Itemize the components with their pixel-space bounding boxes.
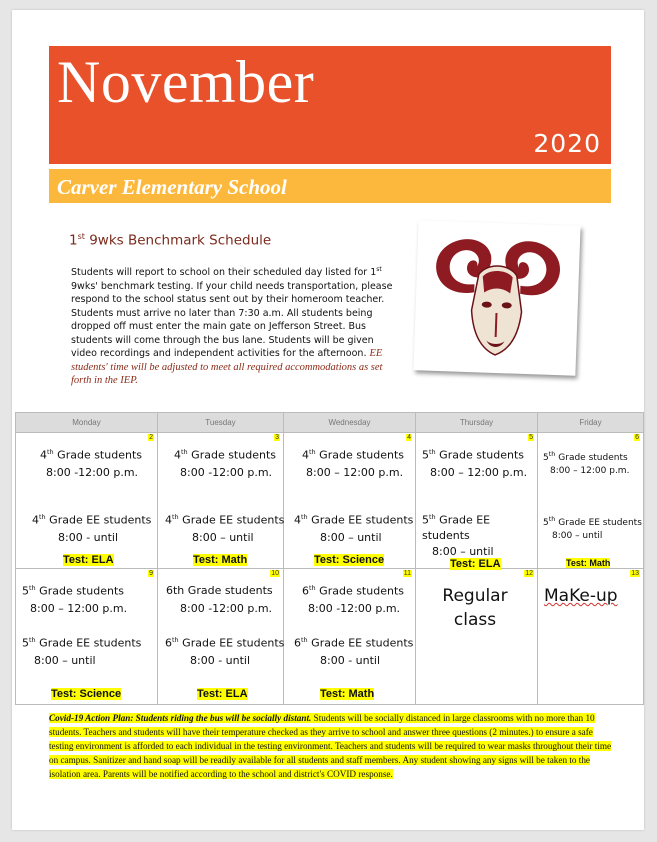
test-label: Test: Science [51,688,122,700]
calendar-day-cell [16,569,158,705]
ram-mascot-icon [413,220,580,376]
intro-italic-note: EE students' time will be adjusted to meet all required accommodations as set forth in the IEP. [71,348,383,387]
calendar-header-row [16,413,644,433]
school-name: Carver Elementary School [57,175,287,199]
month-banner [49,46,611,164]
heading-number: 1 [69,232,78,249]
time-line: 8:00 -12:00 p.m. [180,602,273,615]
time-line: 8:00 -12:00 p.m. [308,602,401,615]
grade-line: 4th Grade students [302,448,404,462]
day-header: Wednesday [284,413,416,433]
calendar-day-cell [416,433,538,569]
ee-time-line: 8:00 – until [34,654,96,667]
covid-lead: Covid-19 Action Plan: Students riding the bus will be socially distant. [49,713,312,723]
time-line: 8:00 -12:00 p.m. [180,466,273,479]
ee-time-line: 8:00 – until [192,531,254,544]
test-label: Test: ELA [197,688,248,700]
day-header: Thursday [416,413,538,433]
date-number: 13 [631,570,639,577]
covid-body: Students will be socially distanced in large classrooms with no more than 10 students. Teachers and students will have their temperature checked as they arrive to school and answer three questions (2 minutes.) to ensure a safe testing environment is afforded to each individual in the testing environment. Teachers and students will be required to wear masks throughout their time on campus. Sanitizer and hand soap will be readily available for all students and staff members. Any student showing any signs will be taken to the isolation area. Parents will be notified according to the school and district's COVID response. [49,713,612,779]
time-line: 8:00 – 12:00 p.m. [306,466,404,479]
time-line: 8:00 – 12:00 p.m. [550,466,630,476]
ram-mascot-image [413,220,580,376]
ee-grade-line: 5th Grade EE [422,513,491,527]
date-number: 6 [635,434,639,441]
test-label: Test: ELA [63,554,114,566]
calendar-day-cell [284,569,416,705]
ee-grade-line: 6th Grade EE students [165,636,285,650]
day-header: Tuesday [158,413,284,433]
intro-paragraph [71,263,393,388]
ee-time-line: 8:00 – until [552,531,603,541]
month-title: November [57,49,315,115]
date-number: 9 [149,570,153,577]
time-line: 8:00 – 12:00 p.m. [430,466,528,479]
date-number: 11 [403,570,411,577]
grade-line: 6th Grade students [166,584,273,597]
ee-grade-line-cont: students [422,529,470,542]
ee-time-line: 8:00 – until [320,531,382,544]
intro-number: 1 [370,267,377,279]
school-banner [49,169,611,203]
intro-text-a: Students will report to school on their scheduled day listed for [71,267,371,279]
test-label: Test: Math [193,554,248,566]
ee-time-line: 8:00 - until [190,654,251,667]
test-label: Test: Science [314,554,385,566]
heading-ordinal: st [77,232,85,241]
test-label: Test: ELA [450,558,501,570]
time-line: 8:00 -12:00 p.m. [46,466,139,479]
ee-time-line: 8:00 - until [320,654,381,667]
calendar-day-cell [538,569,644,705]
grade-line: 4th Grade students [40,448,142,462]
intro-text-b: 9wks' benchmark testing. If your child needs transportation, please respond to the school status sent out by their homeroom teacher. Students must arrive no later than 7:30 a.m. All students being dropped off must enter the main gate on Jefferson Street. Bus students will come through the bus lane. Students will be given video recordings and independent activities for the afternoon. [71,280,393,360]
ee-grade-line: 5th Grade EE students [22,636,142,650]
section-heading [69,232,271,249]
date-number: 4 [407,434,411,441]
date-number: 12 [525,570,533,577]
ee-grade-line: 5th Grade EE students [543,515,642,528]
ee-time-line: 8:00 - until [58,531,119,544]
calendar-day-cell [538,433,644,569]
calendar-week-row [16,569,644,705]
ee-grade-line: 4th Grade EE students [165,513,285,527]
regular-class-label: Regular class [442,586,508,630]
day-header: Friday [538,413,644,433]
makeup-label: MaKe-up [544,586,618,606]
test-label: Test: Math [566,558,611,568]
ee-grade-line: 6th Grade EE students [294,636,414,650]
calendar-day-cell [158,569,284,705]
grade-line: 5th Grade students [22,584,124,598]
benchmark-calendar [15,412,644,705]
grade-line: 4th Grade students [174,448,276,462]
grade-line: 5th Grade students [422,448,524,462]
year-label: 2020 [533,129,601,158]
grade-line: 6th Grade students [302,584,404,598]
covid-action-plan [49,711,615,781]
intro-ordinal: st [376,266,382,273]
time-line: 8:00 – 12:00 p.m. [30,602,128,615]
ee-grade-line: 4th Grade EE students [294,513,414,527]
date-number: 3 [275,434,279,441]
date-number: 5 [529,434,533,441]
grade-line: 5th Grade students [543,450,628,463]
calendar-day-cell [416,569,538,705]
calendar-day-cell [16,433,158,569]
test-label: Test: Math [320,688,375,700]
document-page [12,10,644,830]
ee-grade-line: 4th Grade EE students [32,513,152,527]
ee-time-line: 8:00 – until [432,545,494,558]
heading-text: 9wks Benchmark Schedule [84,232,272,249]
calendar-day-cell [284,433,416,569]
date-number: 10 [271,570,279,577]
date-number: 2 [149,434,153,441]
calendar-week-row [16,433,644,569]
calendar-day-cell [158,433,284,569]
day-header: Monday [16,413,158,433]
